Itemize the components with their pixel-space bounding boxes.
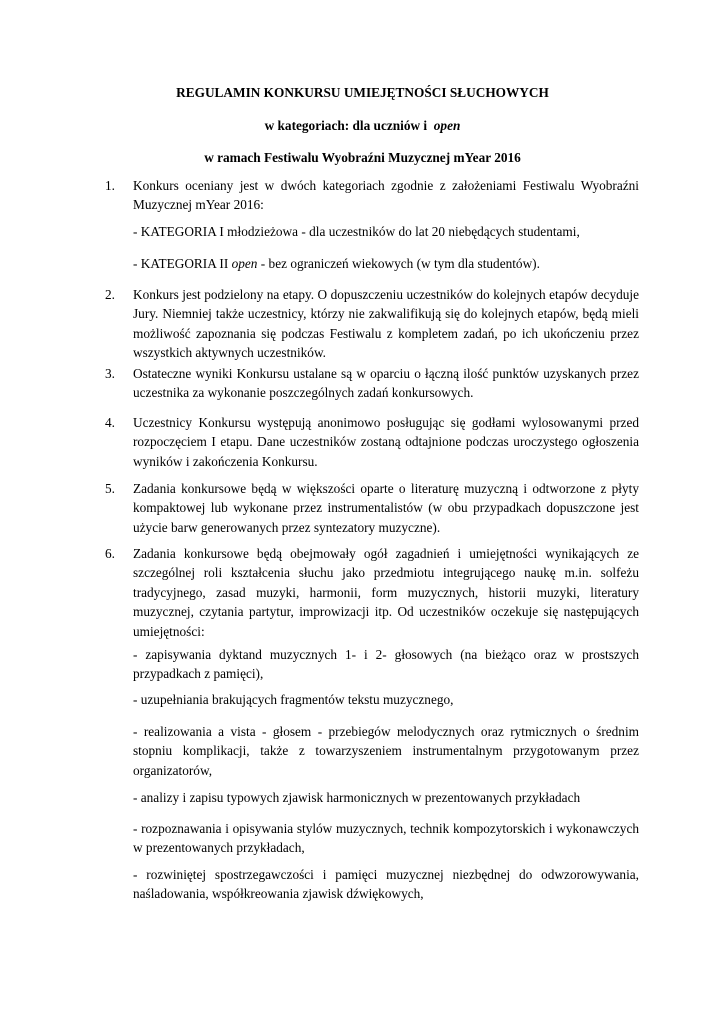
document-festival-line: w ramach Festiwalu Wyobraźni Muzycznej mYear 2016 [204, 150, 521, 165]
category-2-suffix: - bez ograniczeń wiekowych (w tym dla studentów). [257, 256, 540, 271]
list-item-text: Zadania konkursowe będą w większości oparte o literaturę muzyczną i odtworzone z płyty kompaktowej lub wykonane przez instrumentalistów (w obu przypadkach dopuszczone jest użycie barw generowanych przez syntezatory muzyczne). [133, 481, 639, 535]
list-item-text: Zadania konkursowe będą obejmowały ogół zagadnień i umiejętności wynikających ze szczególnej roli kształcenia słuchu jako przedmiotu integrującego naukę m.in. solfeżu tradycyjnego, zasad muzyki, harmonii, form muzycznych, historii muzyki, literatury muzycznej, czytania partytur, improwizacji itp. Od uczestników oczekuje się następujących umiejętności: [133, 546, 639, 639]
list-item-number: 6. [105, 546, 115, 561]
skill-item: - rozpoznawania i opisywania stylów muzycznych, technik kompozytorskich i wykonawczych w prezentowanych przykładach, [133, 821, 639, 856]
list-item-number: 1. [105, 178, 115, 193]
document-subtitle [0, 118, 725, 134]
subtitle-prefix: w kategoriach: dla uczniów i [264, 118, 428, 133]
list-item-text: Ostateczne wyniki Konkursu ustalane są w oparciu o łączną ilość punktów uzyskanych przez uczestnika za wykonanie poszczególnych zadań konkursowych. [133, 366, 639, 401]
category-2-open: open [231, 256, 258, 271]
skill-item: - uzupełniania brakujących fragmentów tekstu muzycznego, [133, 692, 454, 707]
list-item-number: 2. [105, 287, 115, 302]
category-2-prefix: - KATEGORIA II [133, 256, 229, 271]
subtitle-open: open [433, 118, 461, 133]
category-2 [133, 254, 639, 273]
list-item-text: Konkurs oceniany jest w dwóch kategoriach zgodnie z założeniami Festiwalu Wyobraźni Muzycznej mYear 2016: [133, 178, 639, 213]
list-item-number: 5. [105, 481, 115, 496]
skill-item: - realizowania a vista - głosem - przebiegów melodycznych oraz rytmicznych o średnim stopniu komplikacji, także z towarzyszeniem instrumentalnym przygotowanym przez organizatorów, [133, 724, 639, 778]
list-item-text: Uczestnicy Konkursu występują anonimowo posługując się godłami wylosowanymi przed rozpoczęciem I etapu. Dane uczestników zostaną odtajnione podczas uroczystego ogłoszenia wyników i zakończenia Konkursu. [133, 415, 639, 469]
list-item-number: 3. [105, 366, 115, 381]
category-1: - KATEGORIA I młodzieżowa - dla uczestników do lat 20 niebędących studentami, [133, 224, 580, 239]
list-item-text: Konkurs jest podzielony na etapy. O dopuszczeniu uczestników do kolejnych etapów decyduje Jury. Niemniej także uczestnicy, którzy nie zakwalifikują się do kolejnych etapów, będą mieli możliwość zapoznania się podczas Festiwalu z kompletem zadań, po ich ukończeniu przez wszystkich aktywnych uczestników. [133, 287, 639, 361]
document-title: REGULAMIN KONKURSU UMIEJĘTNOŚCI SŁUCHOWYCH [176, 85, 549, 100]
skill-item: - analizy i zapisu typowych zjawisk harmonicznych w prezentowanych przykładach [133, 790, 581, 805]
skill-item: - rozwiniętej spostrzegawczości i pamięci muzycznej niezbędnej do odwzorowywania, naśladowania, współkreowania zjawisk dźwiękowych, [133, 867, 639, 902]
skill-item: - zapisywania dyktand muzycznych 1- i 2- głosowych (na bieżąco oraz w prostszych przypadkach z pamięci), [133, 647, 639, 682]
list-item-number: 4. [105, 415, 115, 430]
